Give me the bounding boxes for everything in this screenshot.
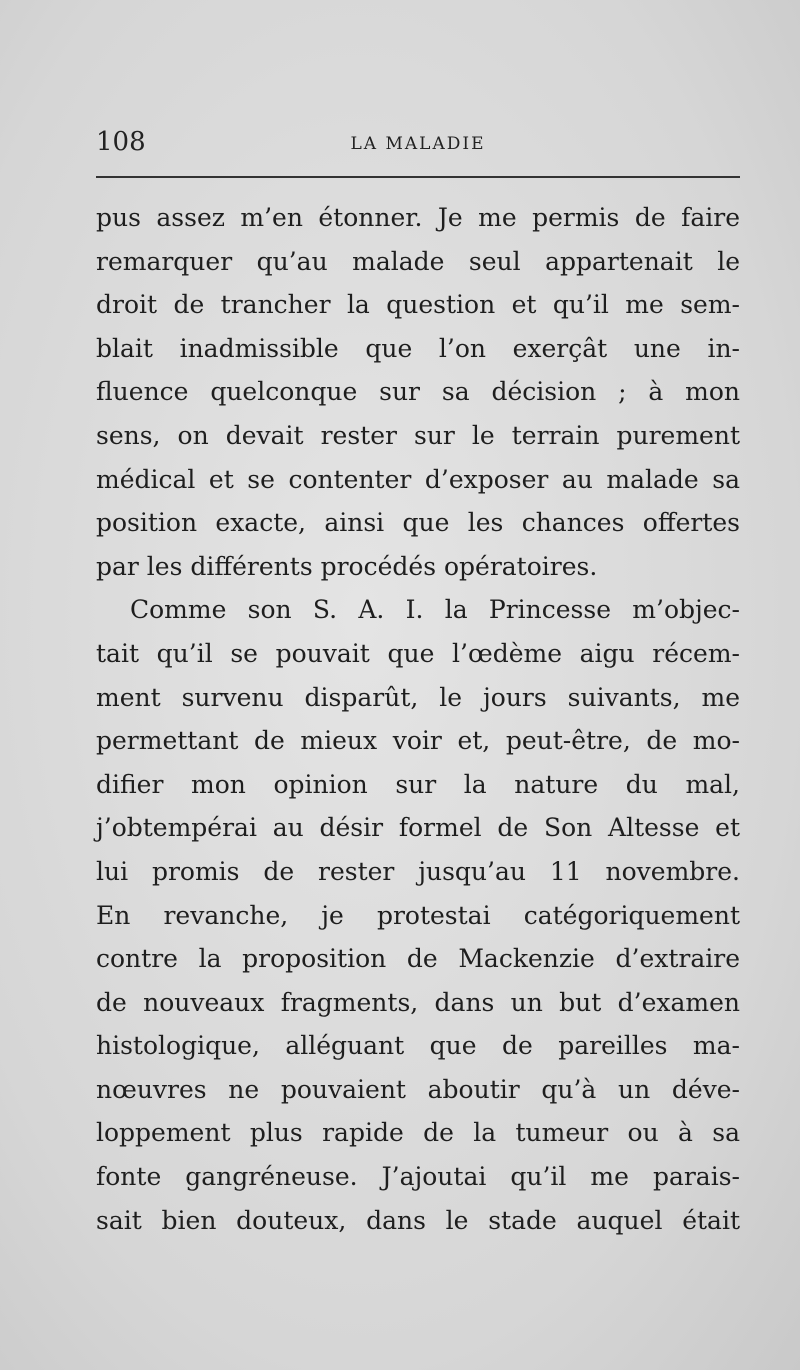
text-line: j’obtempérai au désir formel de Son Altesse et <box>96 813 740 843</box>
text-line: fluence quelconque sur sa décision ; à mon <box>96 377 740 407</box>
text-line: position exacte, ainsi que les chances offertes <box>96 508 740 538</box>
text-line-paragraph-end: par les différents procédés opératoires. <box>96 551 598 581</box>
page-number: 108 <box>96 127 146 157</box>
text-line: difier mon opinion sur la nature du mal, <box>96 769 740 799</box>
text-line: fonte gangréneuse. J’ajoutai qu’il me parais- <box>96 1162 740 1192</box>
text-line: loppement plus rapide de la tumeur ou à sa <box>96 1118 740 1148</box>
text-line: histologique, alléguant que de pareilles ma- <box>96 1031 740 1061</box>
running-head: LA MALADIE <box>350 134 486 154</box>
text-line: pus assez m’en étonner. Je me permis de faire <box>96 203 740 232</box>
text-line: tait qu’il se pouvait que l’œdème aigu récem- <box>96 638 740 668</box>
text-line: blait inadmissible que l’on exerçât une in- <box>96 333 740 363</box>
text-line: sait bien douteux, dans le stade auquel était <box>96 1205 740 1235</box>
page-header <box>96 122 740 162</box>
text-line: lui promis de rester jusqu’au 11 novembre. <box>96 856 740 886</box>
text-line: médical et se contenter d’exposer au malade sa <box>96 464 740 494</box>
text-line: de nouveaux fragments, dans un but d’examen <box>96 987 740 1017</box>
text-line: permettant de mieux voir et, peut-être, de mo- <box>96 726 740 756</box>
text-line: remarquer qu’au malade seul appartenait le <box>96 246 740 276</box>
text-line: sens, on devait rester sur le terrain purement <box>96 420 740 450</box>
body-text <box>96 196 740 1242</box>
text-line: nœuvres ne pouvaient aboutir qu’à un déve- <box>96 1074 740 1104</box>
text-line: contre la proposition de Mackenzie d’extraire <box>96 944 740 974</box>
text-line: En revanche, je protestai catégoriquement <box>96 900 740 930</box>
text-line-paragraph-start: Comme son S. A. I. la Princesse m’objec- <box>130 595 740 625</box>
text-line: droit de trancher la question et qu’il me sem- <box>96 290 740 320</box>
text-line: ment survenu disparût, le jours suivants, me <box>96 682 740 712</box>
header-rule <box>96 176 740 178</box>
